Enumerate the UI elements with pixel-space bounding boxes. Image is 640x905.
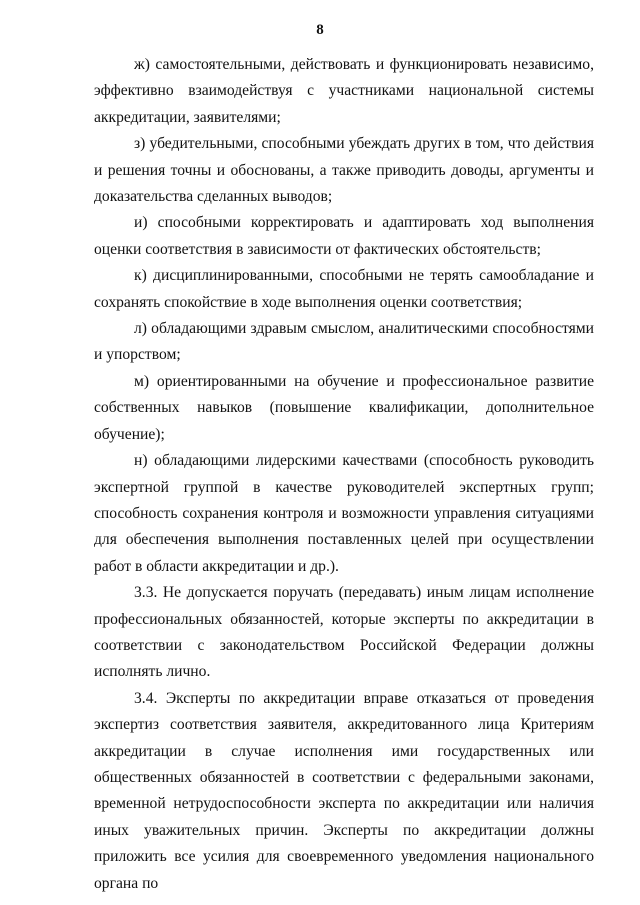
paragraph-3-3: 3.3. Не допускается поручать (передавать) иным лицам исполнение профессиональных обязанностей, которые эксперты по аккредитации в соответствии с законодательством Российской Федерации должны исполнять лично. bbox=[94, 584, 594, 681]
paragraph-m: м) ориентированными на обучение и профессиональное развитие собственных навыков (повышение квалификации, дополнительное обучение); bbox=[94, 372, 594, 443]
paragraph-3-4: 3.4. Эксперты по аккредитации вправе отказаться от проведения экспертиз соответствия заявителя, аккредитованного лица Критериям аккредитации в случае исполнения ими государственных или общественных обязанностей в соответствии с федеральными законами, временной нетрудоспособности эксперта по аккредитации или наличия иных уважительных причин. Эксперты по аккредитации должны приложить все усилия для своевременного уведомления национального органа по bbox=[94, 689, 594, 892]
paragraph-k: к) дисциплинированными, способными не терять самообладание и сохранять спокойствие в ходе выполнения оценки соответствия; bbox=[94, 267, 594, 311]
paragraph-zh: ж) самостоятельными, действовать и функционировать независимо, эффективно взаимодействуя с участниками национальной системы аккредитации, заявителями; bbox=[94, 56, 594, 126]
paragraph-z: з) убедительными, способными убеждать других в том, что действия и решения точны и обоснованы, а также приводить доводы, аргументы и доказательства сделанных выводов; bbox=[94, 135, 594, 206]
document-body bbox=[94, 52, 594, 897]
paragraph-i: и) способными корректировать и адаптировать ход выполнения оценки соответствия в зависимости от фактических обстоятельств; bbox=[94, 214, 594, 258]
paragraph-n: н) обладающими лидерскими качествами (способность руководить экспертной группой в качестве руководителей экспертных групп; способность сохранения контроля и возможности управления ситуациями для обеспечения выполнения поставленных целей при осуществлении работ в области аккредитации и др.). bbox=[94, 452, 594, 575]
page-number: 8 bbox=[316, 22, 324, 38]
paragraph-l: л) обладающими здравым смыслом, аналитическими способностями и упорством; bbox=[94, 320, 594, 364]
